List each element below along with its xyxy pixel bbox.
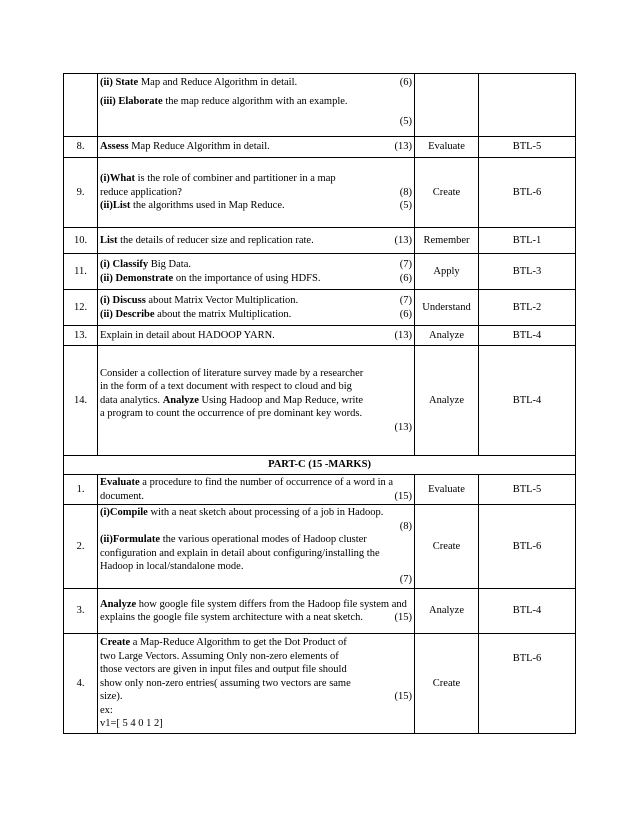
question-line: two Large Vectors. Assuming Only non-zero elements of (100, 650, 339, 662)
question-number: 2. (64, 505, 98, 589)
question-text (98, 589, 415, 634)
btl-code: BTL-3 (479, 254, 576, 290)
question-keyword: Analyze (162, 394, 199, 406)
question-body: the algorithms used in Map Reduce. (130, 200, 285, 212)
question-body: about Matrix Vector Multiplication. (145, 295, 299, 307)
question-marks: (15) (394, 612, 412, 623)
question-bank-table (63, 73, 576, 734)
table-row (64, 505, 576, 589)
question-marks: (5) (399, 200, 412, 212)
btl-code: BTL-5 (479, 137, 576, 158)
question-keyword: (iii) Elaborate (100, 96, 163, 108)
btl-code (479, 74, 576, 137)
question-keyword: Evaluate (100, 477, 140, 489)
question-marks: (15) (394, 490, 412, 502)
question-marks: (8) (399, 520, 412, 532)
blooms-level: Evaluate (415, 137, 479, 158)
question-keyword: (i) Classify (100, 259, 149, 271)
question-text (98, 158, 415, 228)
table-row (64, 589, 576, 634)
question-number: 10. (64, 228, 98, 254)
question-marks: (6) (399, 76, 412, 88)
question-body: a Map-Reduce Algorithm to get the Dot Product of (130, 637, 347, 649)
question-number: 9. (64, 158, 98, 228)
question-number: 12. (64, 290, 98, 326)
blooms-level: Analyze (415, 326, 479, 346)
table-row (64, 634, 576, 734)
btl-code: BTL-4 (479, 346, 576, 456)
question-line: ex: (100, 704, 113, 716)
question-line: Consider a collection of literature survey made by a researcher (100, 367, 364, 379)
question-marks: (7) (399, 574, 412, 586)
question-body: Explain in detail about HADOOP YARN. (100, 329, 275, 341)
blooms-level (415, 74, 479, 137)
question-keyword: (i) Discuss (100, 295, 146, 307)
question-keyword: (ii) State (100, 76, 139, 88)
question-text (98, 475, 415, 505)
question-text (98, 254, 415, 290)
question-keyword: List (100, 234, 118, 246)
question-keyword: (ii) Demonstrate (100, 272, 174, 284)
question-body: the details of reducer size and replication rate. (117, 234, 314, 246)
question-text (98, 290, 415, 326)
question-text (98, 326, 415, 346)
table-row (64, 475, 576, 505)
question-line: in the form of a text document with respect to cloud and big (100, 381, 352, 393)
btl-code: BTL-6 (479, 158, 576, 228)
table-row (64, 346, 576, 456)
question-body: Big Data. (148, 259, 191, 271)
question-keyword: Assess (100, 141, 129, 153)
question-body: a procedure to find the number of occurrence of a word in a document. (100, 477, 394, 502)
question-keyword: Create (100, 637, 131, 649)
question-line: a program to count the occurrence of pre dominant key words. (100, 408, 363, 420)
table-row (64, 290, 576, 326)
question-number: 1. (64, 475, 98, 505)
question-body: data analytics. (100, 394, 163, 406)
question-text (98, 634, 415, 734)
part-c-rows (64, 456, 576, 734)
question-marks: (7) (399, 259, 412, 271)
question-keyword: (ii)List (100, 200, 131, 212)
question-text (98, 74, 415, 137)
question-body: Map Reduce Algorithm in detail. (128, 141, 270, 153)
question-text (98, 346, 415, 456)
question-body: the map reduce algorithm with an example. (162, 96, 348, 108)
question-text (98, 137, 415, 158)
question-text (98, 228, 415, 254)
question-keyword: (i)Compile (100, 507, 148, 519)
question-line: size). (100, 691, 123, 703)
table-row (64, 137, 576, 158)
table-row (64, 74, 576, 137)
question-marks: (13) (394, 329, 412, 341)
btl-code: BTL-2 (479, 290, 576, 326)
question-number: 4. (64, 634, 98, 734)
table-row (64, 228, 576, 254)
blooms-level: Apply (415, 254, 479, 290)
question-marks: (6) (399, 308, 412, 320)
part-c-header-row (64, 456, 576, 475)
blooms-level: Evaluate (415, 475, 479, 505)
question-marks: (6) (399, 272, 412, 284)
question-keyword: (ii) Describe (100, 308, 155, 320)
question-text (98, 505, 415, 589)
question-marks: (13) (394, 234, 412, 246)
question-number: 13. (64, 326, 98, 346)
question-number: 11. (64, 254, 98, 290)
part-c-header: PART-C (15 -MARKS) (64, 456, 576, 475)
table-row (64, 326, 576, 346)
part-b-rows (64, 74, 576, 456)
question-keyword: (i)What (100, 173, 135, 185)
question-line: those vectors are given in input files and output file should (100, 664, 347, 676)
btl-code: BTL-4 (479, 589, 576, 634)
question-line: show only non-zero entries( assuming two vectors are same (100, 677, 351, 689)
question-number: 8. (64, 137, 98, 158)
blooms-level: Analyze (415, 589, 479, 634)
btl-code: BTL-6 (479, 634, 576, 734)
question-number: 3. (64, 589, 98, 634)
question-line (100, 394, 412, 407)
blooms-level: Remember (415, 228, 479, 254)
question-body: on the importance of using HDFS. (173, 272, 321, 284)
question-marks: (13) (394, 141, 412, 153)
btl-code: BTL-6 (479, 505, 576, 589)
question-body: Map and Reduce Algorithm in detail. (138, 76, 298, 88)
btl-code: BTL-4 (479, 326, 576, 346)
question-marks: (13) (394, 421, 412, 433)
blooms-level: Create (415, 158, 479, 228)
question-body: the various operational modes of Hadoop cluster configuration and explain in detail about configuring/installing the Hadoop in local/standalone mode. (100, 534, 380, 572)
blooms-level: Analyze (415, 346, 479, 456)
question-line: v1=[ 5 4 0 1 2] (100, 718, 163, 730)
blooms-level: Understand (415, 290, 479, 326)
table-row (64, 254, 576, 290)
question-body: with a neat sketch about processing of a job in Hadoop. (147, 507, 384, 519)
question-body: is the role of combiner and partitioner in a map (135, 173, 336, 185)
question-marks: (8) (399, 186, 412, 198)
question-marks: (7) (399, 295, 412, 307)
question-body: how google file system differs from the Hadoop file system and explains the google file system architecture with a neat sketch. (100, 598, 407, 623)
blooms-level: Create (415, 634, 479, 734)
question-body: about the matrix Multiplication. (154, 308, 292, 320)
question-marks: (15) (394, 691, 412, 703)
blooms-level: Create (415, 505, 479, 589)
btl-code: BTL-1 (479, 228, 576, 254)
question-body: reduce application? (100, 186, 182, 198)
question-number (64, 74, 98, 137)
question-body: Using Hadoop and Map Reduce, write (198, 394, 364, 406)
table-row (64, 158, 576, 228)
question-keyword: Analyze (100, 598, 137, 610)
question-keyword: (ii)Formulate (100, 534, 161, 546)
question-number: 14. (64, 346, 98, 456)
btl-code: BTL-5 (479, 475, 576, 505)
question-marks: (5) (399, 115, 412, 127)
